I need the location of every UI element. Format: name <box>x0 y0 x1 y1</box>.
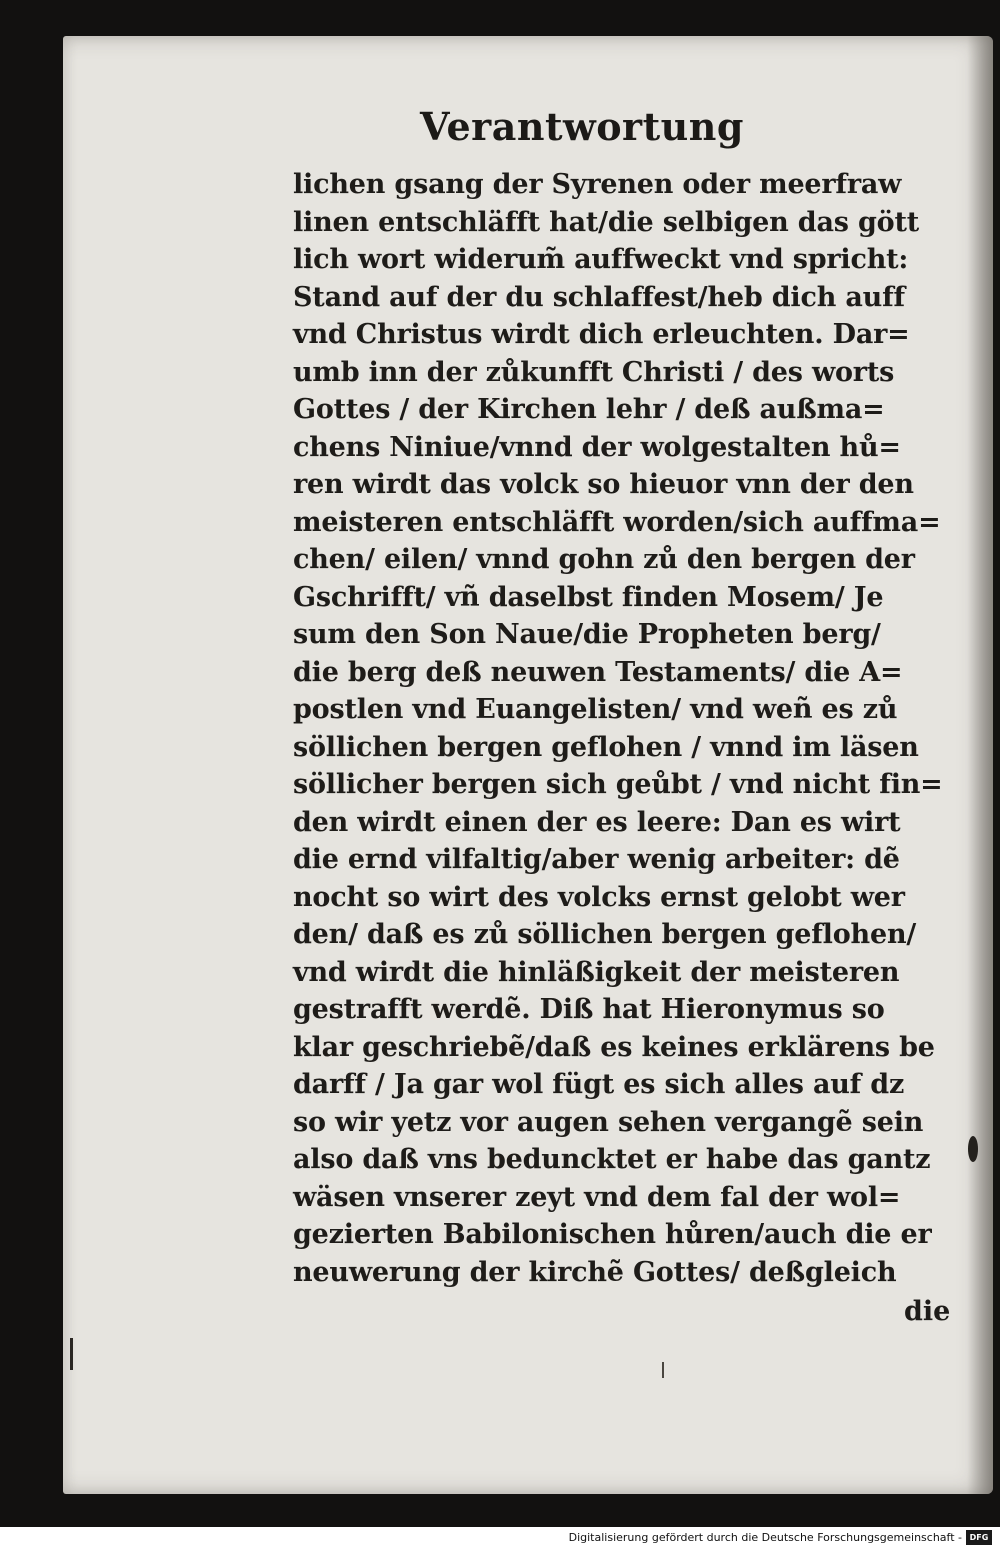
footer-bar <box>0 1527 1000 1549</box>
text-line: neuwerung der kirchẽ Gottes/ deßgleich <box>293 1256 897 1288</box>
text-line: lichen gsang der Syrenen oder meerfraw <box>293 169 902 200</box>
text-line: die ernd vilfaltig/aber wenig arbeiter: dẽ <box>293 844 900 875</box>
text-line: Stand auf der du schlaffest/heb dich auff <box>293 281 905 313</box>
text-line: den wirdt einen der es leere: Dan es wirt <box>293 806 901 838</box>
text-line: umb inn der zůkunfft Christi / des worts <box>293 356 895 388</box>
text-line: vnd Christus wirdt dich erleuchten. Dar= <box>293 319 910 350</box>
margin-mark <box>70 1338 73 1370</box>
bottom-center-mark <box>662 1362 664 1378</box>
text-line: meisteren entschläfft worden/sich auffma= <box>293 506 941 538</box>
text-line: linen entschläfft hat/die selbigen das gött <box>293 206 919 238</box>
ink-blot <box>968 1136 978 1162</box>
text-line: söllicher bergen sich geůbt / vnd nicht fin= <box>293 769 943 800</box>
text-line: chen/ eilen/ vnnd gohn zů den bergen der <box>293 544 915 575</box>
page-edge-shadow <box>967 36 993 1494</box>
text-line: sum den Son Naue/die Propheten berg/ <box>293 619 881 650</box>
body-text <box>293 166 953 1291</box>
catchword: die <box>904 1296 951 1327</box>
text-line: die berg deß neuwen Testaments/ die A= <box>293 656 903 688</box>
text-line: nocht so wirt des volcks ernst gelobt wer <box>293 881 905 913</box>
text-line: chens Niniue/vnnd der wolgestalten hů= <box>293 431 901 463</box>
text-line: lich wort widerum̃ auffweckt vnd spricht: <box>293 244 909 275</box>
text-line: Gottes / der Kirchen lehr / deß außma= <box>293 394 885 425</box>
text-line: söllichen bergen geflohen / vnnd im läsen <box>293 731 919 763</box>
text-line: postlen vnd Euangelisten/ vnd weñ es zů <box>293 694 898 725</box>
text-line: darff / Ja gar wol fügt es sich alles auf dz <box>293 1069 905 1100</box>
text-line: wäsen vnserer zeyt vnd dem fal der wol= <box>293 1181 901 1213</box>
text-line: vnd wirdt die hinläßigkeit der meisteren <box>293 956 900 988</box>
text-line: den/ daß es zů söllichen bergen geflohen/ <box>293 919 917 950</box>
text-line: so wir yetz vor augen sehen vergangẽ sein <box>293 1106 924 1138</box>
text-line: gezierten Babilonischen hůren/auch die er <box>293 1219 932 1250</box>
running-head: Verantwortung <box>420 104 744 149</box>
text-line: ren wirdt das volck so hieuor vnn der den <box>293 469 914 500</box>
text-line: also daß vns beduncktet er habe das gantz <box>293 1144 931 1175</box>
text-line: gestrafft werdẽ. Diß hat Hieronymus so <box>293 994 885 1025</box>
text-line: klar geschriebẽ/daß es keines erklärens be <box>293 1031 935 1063</box>
dfg-logo: DFG <box>966 1530 992 1545</box>
footer-credit: Digitalisierung gefördert durch die Deutsche Forschungsgemeinschaft - <box>568 1531 962 1544</box>
text-line: Gschrifft/ vñ daselbst finden Mosem/ Je <box>293 581 884 613</box>
